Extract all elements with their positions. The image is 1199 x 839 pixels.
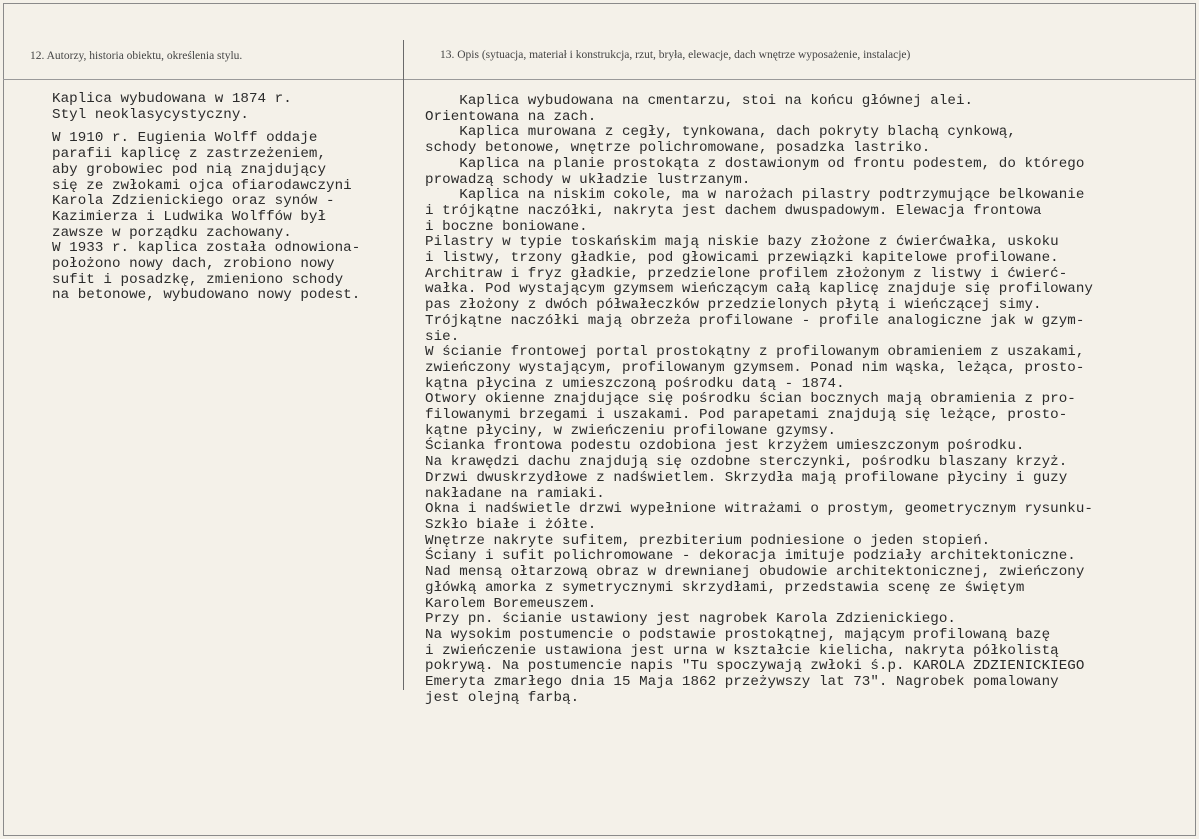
description-line: Emeryta zmarłego dnia 15 Maja 1862 przeżywszy lat 73". Nagrobek pomalowany bbox=[425, 674, 1059, 691]
description-line: W ścianie frontowej portal prostokątny z profilowanym obramieniem z uszakami, bbox=[425, 344, 1085, 361]
header-divider bbox=[3, 79, 1196, 80]
description-line: Szkło białe i żółte. bbox=[425, 516, 597, 533]
description-line: Drzwi dwuskrzydłowe z nadświetlem. Skrzydła mają profilowane płyciny i guzy bbox=[425, 469, 1068, 486]
section-13-heading: 13. Opis (sytuacja, materiał i konstrukcja, rzut, bryła, elewacje, dach wnętrze wyposażenie, instalacje) bbox=[440, 49, 911, 61]
description-line: nakładane na ramiaki. bbox=[425, 485, 605, 502]
description-line: Architraw i fryz gładkie, przedzielone profilem złożonym z listwy i ćwierć- bbox=[425, 265, 1068, 282]
history-line: Kaplica wybudowana w 1874 r. bbox=[52, 91, 292, 107]
description-line: schody betonowe, wnętrze polichromowane, posadzka lastriko. bbox=[425, 140, 931, 157]
description-line: zwieńczony wystającym, profilowanym gzymsem. Ponad nim wąska, leżąca, prosto- bbox=[425, 359, 1085, 376]
description-line: prowadzą schody w układzie lustrzanym. bbox=[425, 171, 751, 188]
history-line: położono nowy dach, zrobiono nowy bbox=[52, 256, 335, 273]
description-line: Na krawędzi dachu znajdują się ozdobne sterczynki, pośrodku blaszany krzyż. bbox=[425, 454, 1068, 471]
history-line: zawsze w porządku zachowany. bbox=[52, 224, 292, 241]
history-line: aby grobowiec pod nią znajdujący bbox=[52, 161, 327, 178]
description-line: Kaplica wybudowana na cmentarzu, stoi na końcu głównej alei. bbox=[425, 93, 974, 109]
history-column bbox=[52, 92, 407, 304]
description-line: Kaplica na niskim cokole, ma w narożach pilastry podtrzymujące belkowanie bbox=[425, 187, 1085, 204]
description-line: sie. bbox=[425, 328, 460, 345]
description-line: wałka. Pod wystającym gzymsem wieńczącym całą kaplicę znajduje się profilowany bbox=[425, 281, 1093, 298]
description-line: pokrywą. Na postumencie napis "Tu spoczywają zwłoki ś.p. KAROLA ZDZIENICKIEGO bbox=[425, 658, 1085, 675]
description-line: Ścianka frontowa podestu ozdobiona jest krzyżem umieszczonym pośrodku. bbox=[425, 438, 1025, 455]
history-line: na betonowe, wybudowano nowy podest. bbox=[52, 287, 361, 304]
description-line: pas złożony z dwóch półwałeczków przedzielonych płytą i wieńczącej simy. bbox=[425, 297, 1042, 314]
description-line: i trójkątne naczółki, nakryta jest dachem dwuspadowym. Elewacja frontowa bbox=[425, 202, 1042, 219]
history-line: Karola Zdzienickiego oraz synów - bbox=[52, 193, 335, 210]
description-line: Na wysokim postumencie o podstawie prostokątnej, mającym profilowaną bazę bbox=[425, 626, 1051, 643]
description-line: Nad mensą ołtarzową obraz w drewnianej obudowie architektonicznej, zwieńczony bbox=[425, 564, 1085, 581]
history-line: Kazimierza i Ludwika Wolffów był bbox=[52, 208, 327, 225]
description-line: Trójkątne naczółki mają obrzeża profilowane - profile analogiczne jak w gzym- bbox=[425, 312, 1085, 329]
description-line: i listwy, trzony gładkie, pod głowicami przewiązki kapitelowe profilowane. bbox=[425, 250, 1059, 267]
description-line: jest olejną farbą. bbox=[425, 689, 580, 706]
description-line: Wnętrze nakryte sufitem, prezbiterium podniesione o jeden stopień. bbox=[425, 532, 991, 549]
description-line: Karolem Boremeuszem. bbox=[425, 595, 597, 612]
history-line: W 1910 r. Eugienia Wolff oddaje bbox=[52, 130, 318, 147]
history-line: się ze zwłokami ojca ofiarodawczyni bbox=[52, 177, 352, 194]
section-12-heading: 12. Autorzy, historia obiektu, określenia stylu. bbox=[30, 50, 243, 62]
history-line: sufit i posadzkę, zmieniono schody bbox=[52, 271, 344, 288]
description-line: główką amorka z symetrycznymi skrzydłami, przedstawia scenę ze świętym bbox=[425, 579, 1025, 596]
description-line: filowanymi brzegami i uszakami. Pod parapetami znajdują się leżące, prosto- bbox=[425, 407, 1068, 424]
description-line: Otwory okienne znajdujące się pośrodku ścian bocznych mają obramienia z pro- bbox=[425, 391, 1076, 408]
history-line: W 1933 r. kaplica została odnowiona- bbox=[52, 240, 361, 257]
description-line: kątna płycina z umieszczoną pośrodku datą - 1874. bbox=[425, 375, 845, 392]
description-line: i zwieńczenie ustawiona jest urna w kształcie kielicha, nakryta półkolistą bbox=[425, 642, 1059, 659]
description-line: Ściany i sufit polichromowane - dekoracja imituje podziały architektoniczne. bbox=[425, 548, 1076, 565]
description-line: kątne płyciny, w zwieńczeniu profilowane gzymsy. bbox=[425, 422, 837, 439]
history-line: parafii kaplicę z zastrzeżeniem, bbox=[52, 146, 327, 163]
description-line: Przy pn. ścianie ustawiony jest nagrobek Karola Zdzienickiego. bbox=[425, 611, 956, 628]
description-line: Okna i nadświetle drzwi wypełnione witrażami o prostym, geometrycznym rysunku- bbox=[425, 501, 1093, 518]
description-line: Orientowana na zach. bbox=[425, 108, 597, 125]
history-line: Styl neoklasycystyczny. bbox=[52, 106, 249, 123]
description-line: i boczne boniowane. bbox=[425, 218, 588, 235]
description-column bbox=[425, 94, 1197, 706]
description-line: Kaplica na planie prostokąta z dostawionym od frontu podestem, do którego bbox=[425, 155, 1085, 172]
description-line: Kaplica murowana z cegły, tynkowana, dach pokryty blachą cynkową, bbox=[425, 124, 1016, 141]
description-line: Pilastry w typie toskańskim mają niskie bazy złożone z ćwierćwałka, uskoku bbox=[425, 234, 1059, 251]
